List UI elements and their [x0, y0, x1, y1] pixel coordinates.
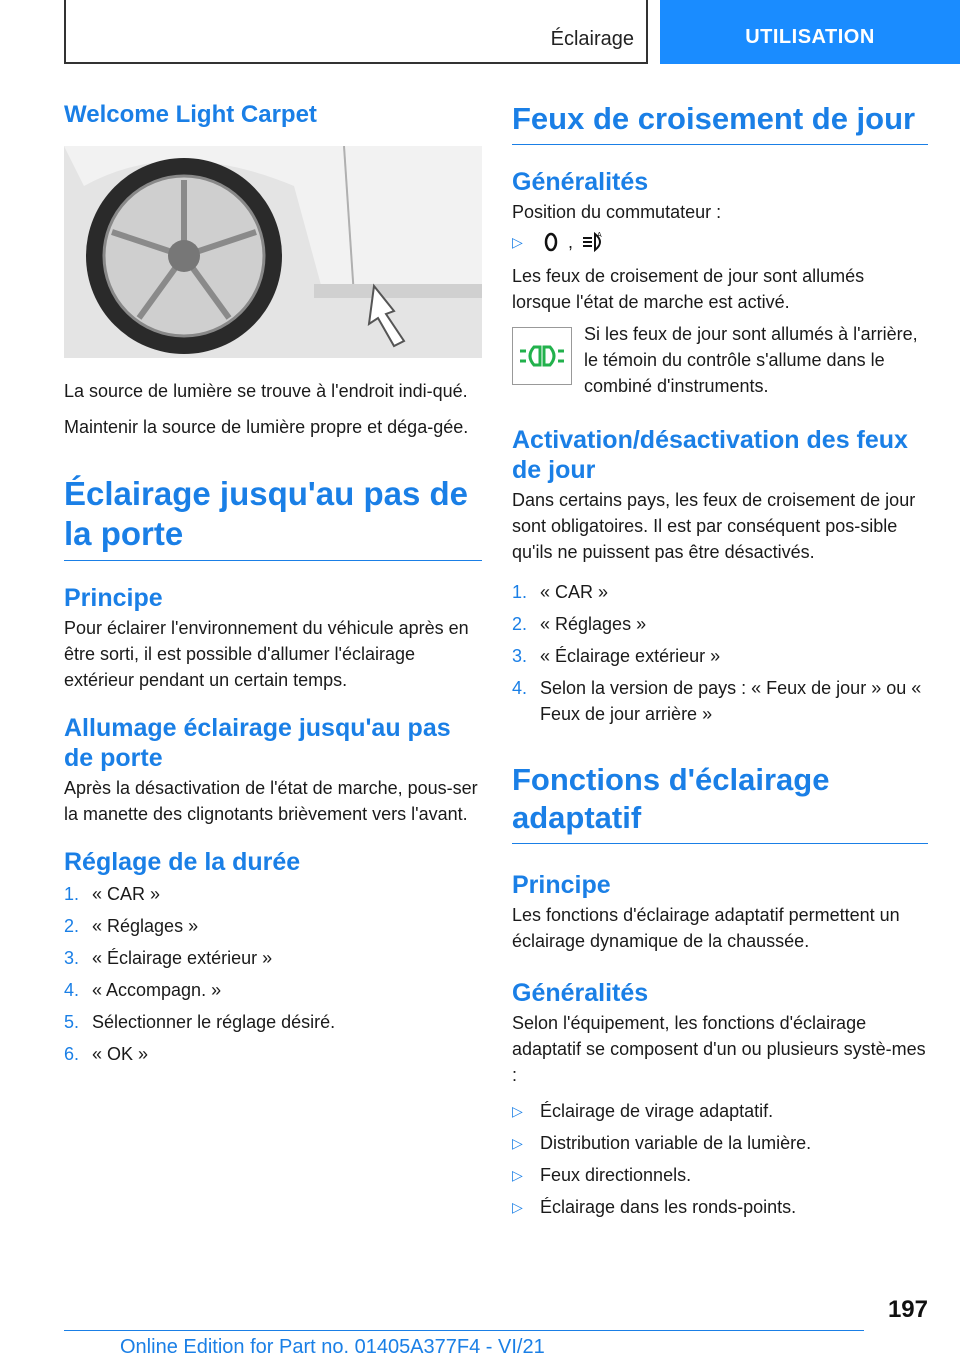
reglage-steps	[64, 881, 482, 1067]
list-item: 2. « Réglages »	[64, 916, 199, 936]
indicator-note	[512, 324, 928, 399]
list-item: 4. Selon la version de pays : « Feux de jour » ou « Feux de jour arrière »	[512, 678, 922, 724]
porte-heading: Éclairage jusqu'au pas de la porte	[64, 474, 482, 561]
switch-position-row	[512, 225, 928, 259]
daylight-on-text: Les feux de croisement de jour sont allumés lorsque l'état de marche est activé.	[512, 266, 865, 312]
section-title: Éclairage	[550, 28, 634, 50]
activation-paragraph: Dans certains pays, les feux de croisement de jour sont obligatoires. Il est par conséquent pos-sible qu'ils ne puissent pas être désactivés.	[512, 490, 916, 562]
list-item: ▷ Éclairage dans les ronds-points.	[512, 1194, 928, 1220]
switch-separator: ,	[568, 231, 574, 252]
adaptive-principe-paragraph: Les fonctions d'éclairage adaptatif permettent un éclairage dynamique de la chaussée.	[512, 905, 900, 951]
welcome-paragraph-2: Maintenir la source de lumière propre et déga-gée.	[64, 417, 469, 437]
list-item: 4. « Accompagn. »	[64, 980, 222, 1000]
adaptive-functions-list	[512, 1098, 928, 1220]
allumage-heading: Allumage éclairage jusqu'au pas de porte	[64, 714, 451, 772]
adaptive-principe-heading: Principe	[512, 871, 611, 899]
footer-divider	[64, 1330, 864, 1331]
list-item: 2. « Réglages »	[512, 614, 647, 634]
list-item: 1. « CAR »	[64, 884, 161, 904]
reglage-heading: Réglage de la durée	[64, 848, 301, 876]
list-item: ▷ Éclairage de virage adaptatif.	[512, 1098, 928, 1124]
chapter-tab[interactable]: UTILISATION	[660, 0, 960, 64]
adaptive-lighting-heading: Fonctions d'éclairage adaptatif	[512, 761, 928, 844]
left-column	[64, 100, 482, 1073]
list-item: ▷ Feux directionnels.	[512, 1162, 928, 1188]
triangle-bullet-icon: ▷	[512, 1135, 523, 1151]
list-item: 3. « Éclairage extérieur »	[64, 948, 273, 968]
triangle-bullet-icon: ▷	[512, 1199, 523, 1215]
list-item: 6. « OK »	[64, 1044, 149, 1064]
right-column	[512, 100, 928, 1226]
page-number: 197	[887, 1296, 928, 1323]
activation-steps	[512, 579, 928, 727]
list-item: ▷ Distribution variable de la lumière.	[512, 1130, 928, 1156]
adaptive-generalites-paragraph: Selon l'équipement, les fonctions d'éclairage adaptatif se composent d'un ou plusieurs systè-mes :	[512, 1013, 926, 1085]
triangle-bullet-icon: ▷	[512, 1167, 523, 1183]
generalites-heading: Généralités	[512, 168, 649, 196]
lights-off-icon	[542, 231, 560, 253]
principe-paragraph: Pour éclairer l'environnement du véhicule après en être sorti, il est possible d'allumer l'éclairage extérieur pendant un certain temps.	[64, 618, 469, 690]
auto-headlight-icon	[581, 230, 607, 254]
adaptive-generalites-heading: Généralités	[512, 979, 649, 1007]
daytime-light-indicator-icon	[518, 342, 566, 370]
switch-position-text: Position du commutateur :	[512, 202, 722, 222]
svg-text:A: A	[597, 232, 602, 239]
activation-heading: Activation/désactivation des feux de jour	[512, 426, 908, 484]
welcome-light-heading: Welcome Light Carpet	[64, 101, 317, 128]
car-wheel-image	[64, 146, 482, 358]
indicator-frame	[512, 327, 572, 385]
feux-jour-heading: Feux de croisement de jour	[512, 100, 928, 145]
list-item: 5. Sélectionner le réglage désiré.	[64, 1012, 336, 1032]
triangle-bullet-icon: ▷	[512, 233, 523, 250]
list-item: 3. « Éclairage extérieur »	[512, 646, 721, 666]
principe-heading: Principe	[64, 584, 163, 612]
allumage-paragraph: Après la désactivation de l'état de marche, pous-ser la manette des clignotants brièvement vers l'avant.	[64, 778, 478, 824]
indicator-text: Si les feux de jour sont allumés à l'arrière, le témoin du contrôle s'allume dans le combiné d'instruments.	[584, 324, 918, 396]
footer-edition: Online Edition for Part no. 01405A377F4 - VI/21	[120, 1336, 545, 1358]
welcome-paragraph-1: La source de lumière se trouve à l'endroit indi-qué.	[64, 381, 468, 401]
wheel-illustration	[64, 146, 482, 358]
list-item: 1. « CAR »	[512, 582, 609, 602]
triangle-bullet-icon: ▷	[512, 1103, 523, 1119]
